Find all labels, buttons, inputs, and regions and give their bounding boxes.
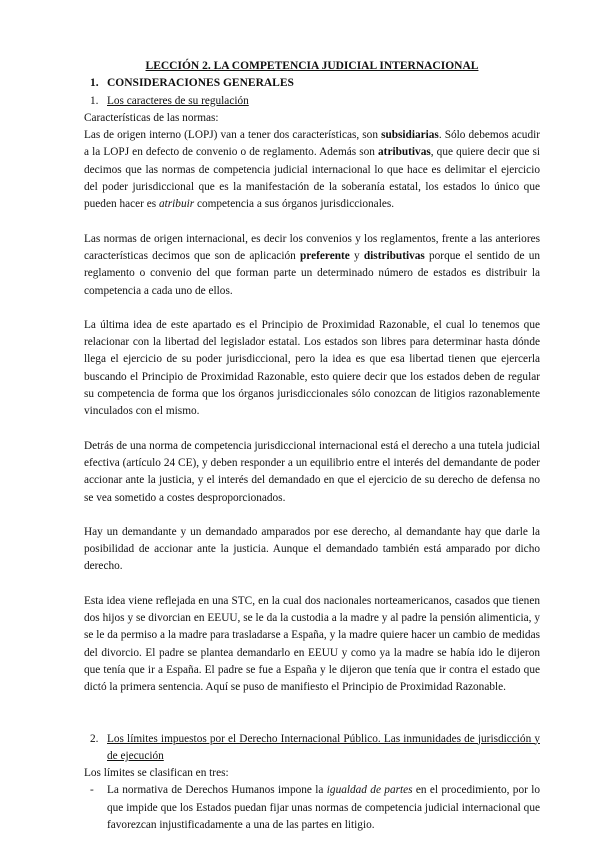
term-subsidiarias: subsidiarias <box>381 129 439 142</box>
term-igualdad-de-partes: igualdad de partes <box>326 784 413 797</box>
document-title: LECCIÓN 2. LA COMPETENCIA JUDICIAL INTERNACIONAL <box>145 60 479 72</box>
term-distributivas: distributivas <box>363 249 425 262</box>
term-atribuir: atribuir <box>158 198 195 211</box>
subsection-label: Los caracteres de su regulación <box>107 94 249 107</box>
bullet-dash: - <box>90 784 94 797</box>
paragraph-plaintiff-defendant: Hay un demandante y un demandado amparados por ese derecho, al demandante hay que darle la posibilidad de accionar ante la justicia. Aunque el demandado también está amparado por dicho derecho. <box>84 525 540 573</box>
document-page <box>84 58 540 834</box>
section-label: CONSIDERACIONES GENERALES <box>107 77 294 90</box>
paragraph-stc-example: Esta idea viene reflejada en una STC, en la cual dos nacionales norteamericanos, casados que tienen dos hijos y se divorcian en EEUU, se le da la custodia a la madre y al padre la pensión alimenticia, y se le da permiso a la madre para trasladarse a España, y la madre quiere hacer un cambio de medidas del divorcio. El padre se plantea demandarlo en EEUU y como ya la madre se había ido le dijeron que tenía que ir a España. El padre se fue a España y le dijeron que tenía que ir contra el estado que dictó la primera sentencia. Aquí se puso de manifiesto el Principio de Proximidad Razonable. <box>84 594 540 694</box>
intro-line: Características de las normas: <box>84 111 219 124</box>
term-atributivas: atributivas <box>378 146 431 159</box>
section-number: 1. <box>90 77 99 90</box>
subsection-heading-1 <box>90 93 540 110</box>
subsection-number: 2. <box>90 732 99 745</box>
subsection-heading-2 <box>90 731 540 766</box>
paragraph-internal-origin: Las de origen interno (LOPJ) van a tener dos características, son subsidiarias. Sólo debemos acudir a la LOPJ en defecto de convenio o de reglamento. Además son atributivas, que quiere decir que si decimos que las normas de competencia judicial internacional lo que hace es delimitar el ejercicio del poder jurisdiccional que es la manifestación de la soberanía estatal, los estados lo único que pueden hacer es atribuir competencia a sus órganos jurisdiccionales. <box>84 129 541 211</box>
list-item <box>84 782 540 834</box>
subsection-label: Los límites impuestos por el Derecho Internacional Público. Las inmunidades de jurisdicción y de ejecución <box>107 732 540 762</box>
section-heading <box>90 75 540 92</box>
subsection-number: 1. <box>90 94 99 107</box>
paragraph-proximity-principle: La última idea de este apartado es el Principio de Proximidad Razonable, el cual lo tenemos que relacionar con la libertad del legislador estatal. Los estados son libres para determinar hasta dónde llega el ejercicio de su poder jurisdiccional, pero la idea es que esa libertad tienen que ejercerla buscando el Principio de Proximidad Razonable, esto quiere decir que los estados deben de regular su competencia de forma que los órganos jurisdiccionales sólo conozcan de litigios razonablemente vinculados con el mismo. <box>84 318 540 418</box>
limits-intro: Los límites se clasifican en tres: <box>84 767 229 780</box>
paragraph-effective-protection: Detrás de una norma de competencia jurisdiccional internacional está el derecho a una tutela judicial efectiva (artículo 24 CE), y deben responder a un equilibrio entre el interés del demandante de poder accionar ante la justicia, y el interés del demandado en que el ejercicio de su derecho de defensa no se vea sometido a costes desproporcionados. <box>84 439 540 504</box>
paragraph-international-origin: Las normas de origen internacional, es decir los convenios y los reglamentos, frente a las anteriores características decimos que son de aplicación preferente y distributivas porque el sentido de un reglamento o convenio del que forman parte un determinado número de estados es distribuir la competencia a cada uno de ellos. <box>84 232 540 297</box>
term-preferente: preferente <box>300 249 350 262</box>
list-item-text: La normativa de Derechos Humanos impone la igualdad de partes en el procedimiento, por lo que impide que los Estados puedan fijar unas normas de competencia judicial internacional que favorezcan injustificadamente a una de las partes en litigio. <box>107 784 540 831</box>
